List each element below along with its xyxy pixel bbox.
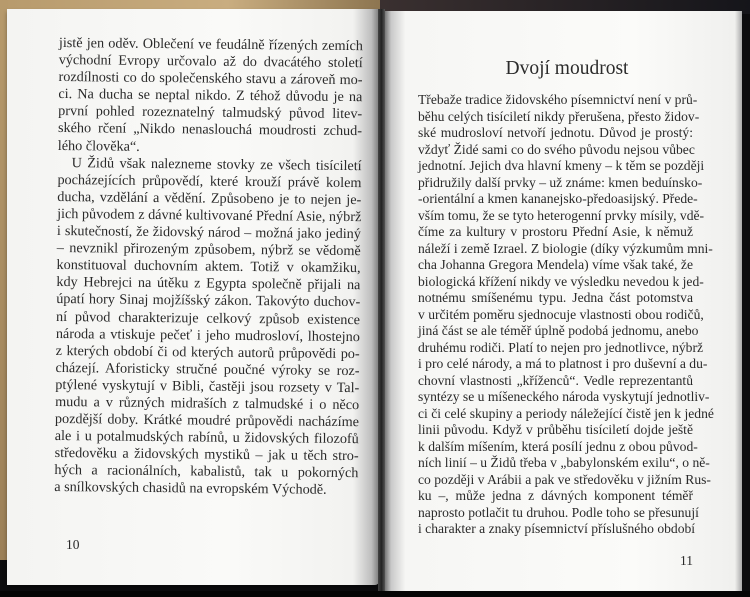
text-line: jistě jen oděv. Oblečení ve feudálně řízených zemích bbox=[58, 35, 363, 55]
text-line: kdy Hebrejci na útěku z Egypta společně přijali na bbox=[56, 274, 361, 294]
text-line: -orientální a kmen kananejsko-předoasijský. Přede- bbox=[418, 191, 698, 206]
text-line: úpatí hory Sinaj mojžíšský zákon. Takovýto duchov- bbox=[56, 291, 361, 311]
text-line: východní Evropy určovalo až do dvacátého století bbox=[58, 52, 363, 72]
text-line: ci či celé skupiny a periody náležející čistě jen k jedné bbox=[418, 405, 714, 421]
text-line: číme za kultury v prostoru Přední Asie, k němuž bbox=[418, 224, 693, 239]
text-line: ské mudrosloví netvoří jednotu. Důvod je prostý: bbox=[418, 125, 693, 140]
text-line: hých a racionálních, kabalistů, tak u pokorných bbox=[54, 462, 359, 482]
text-line: v určitém poměru sjednocuje vlastnosti obou rodičů, bbox=[418, 306, 704, 322]
page-number-right: 11 bbox=[680, 553, 693, 568]
background-bottom bbox=[0, 591, 750, 597]
text-line: ale i u potalmudských rabínů, u židovských filozofů bbox=[54, 428, 359, 448]
text-line: chovní vlastnosti „kříženců“. Vedle reprezentantů bbox=[418, 372, 693, 388]
text-line: cházejí. Aforisticky stručné poučné výroky se roz- bbox=[55, 359, 360, 379]
text-line: první pohled rozeznatelný talmudský původ litev- bbox=[58, 103, 363, 123]
text-line: ducha, vzdělání a vědění. Způsobeno je to nejen je- bbox=[57, 188, 362, 209]
text-line: středověku a židovských mystiků – jak u těch stro- bbox=[54, 445, 359, 465]
text-line: i skutečností, že židovský národ – možná jako jediný bbox=[56, 223, 362, 243]
text-line: ptýlené vyskytují v Bibli, častěji jsou rozsety v Tal- bbox=[55, 376, 360, 397]
text-line: Třebaže tradice židovského písemnictví není v prů- bbox=[418, 92, 698, 107]
text-line: mudu a v různých midraších z talmudské i o něco bbox=[55, 393, 360, 414]
chapter-title: Dvojí moudrost bbox=[505, 58, 629, 79]
text-line: vždyť Židé sami co do svého původu nejsou vůbec bbox=[418, 141, 695, 157]
text-line: a snílkovských chasidů na evropském Východě. bbox=[54, 479, 327, 499]
text-line: pozdější doby. Krátké moudré průpovědi nacházíme bbox=[54, 411, 360, 431]
text-line: národa a vtiskuje pečeť i jeho mudrosloví, lhostejno bbox=[55, 325, 360, 345]
text-line: náleží i země Izrael. Z biologie (díky výzkumům mni- bbox=[418, 240, 713, 256]
text-line: běhu celých tisíciletí nikdy přerušena, přesto židov- bbox=[418, 108, 700, 124]
text-line: cha Johanna Gregora Mendela) víme však také, že bbox=[418, 257, 693, 272]
text-line: U Židů však nalezneme stovky ze všech tisíciletí bbox=[71, 154, 362, 174]
text-line: naprosto potlačit tu druhou. Podle toho se přesunují bbox=[418, 504, 699, 520]
text-line: vším tomu, že se tyto heterogenní prvky mísily, vdě- bbox=[418, 207, 705, 223]
text-line: jiná část se ale téměř úplně podobá jednomu, anebo bbox=[418, 323, 699, 338]
text-line: ku –, může jedna z dávných komponent téměř bbox=[418, 488, 693, 503]
text-line: přidružily další prvky – už známe: kmen beduínsko- bbox=[418, 174, 703, 190]
book-gutter bbox=[378, 9, 385, 594]
text-line: i pro celé národy, a má to platnost i pro duševní a du- bbox=[418, 356, 708, 371]
text-line: co později v Arábii a pak ve středověku v jižním Rus- bbox=[418, 471, 711, 487]
text-line: k dalším míšením, která posílí jednu z obou původ- bbox=[418, 438, 698, 454]
text-line: rozdílnosti co do společenského stavu a zároveň mo- bbox=[58, 69, 363, 89]
text-line: konstituoval duchovním aktem. Totiž v okamžiku, bbox=[56, 257, 361, 277]
text-line: ních linií – u Židů třeba v „babylonském exilu“, o ně- bbox=[418, 455, 710, 470]
left-page-body-text bbox=[54, 35, 363, 500]
page-number-left: 10 bbox=[66, 537, 80, 552]
text-line: i charakter a znaky písemnictví příslušného období bbox=[418, 521, 696, 536]
text-line: linii původu. Když v průběhu tisíciletí dojde ještě bbox=[418, 422, 693, 437]
right-page-body-text bbox=[418, 92, 714, 538]
text-line: druhému rodiči. Platí to nejen pro jednotlivce, nýbrž bbox=[418, 339, 704, 355]
text-line: jednotní. Jejich dva hlavní kmeny – k těm se později bbox=[418, 158, 705, 173]
text-line: z kterých období či od kterých autorů průpovědi po- bbox=[55, 342, 360, 362]
text-line: ci. Na ducha se neptal nikdo. Z téhož důvodu je na bbox=[58, 86, 363, 106]
text-line: – nevznikl přirozeným způsobem, nýbrž se vědomě bbox=[56, 240, 361, 260]
text-line: jich původem z dávné kultivované Přední Asie, nýbrž bbox=[57, 205, 362, 226]
text-line: ní původ charakterizuje celkový způsob existence bbox=[55, 308, 361, 328]
text-line: ského rčení „Nikdo nenaslouchá moudrosti zchud- bbox=[57, 120, 363, 140]
text-line: biologická křížení nikdy ve výsledku nevedou k jed- bbox=[418, 273, 704, 289]
text-line: syntézy se u míšeneckého národa vyskytují jednotliv- bbox=[418, 389, 710, 404]
text-line: notnému smíšenému typu. Jedna část potomstva bbox=[418, 290, 693, 305]
text-line: pocházejících průpovědí, které krouží právě kolem bbox=[57, 171, 362, 191]
text-line: lého člověka“. bbox=[57, 137, 140, 155]
